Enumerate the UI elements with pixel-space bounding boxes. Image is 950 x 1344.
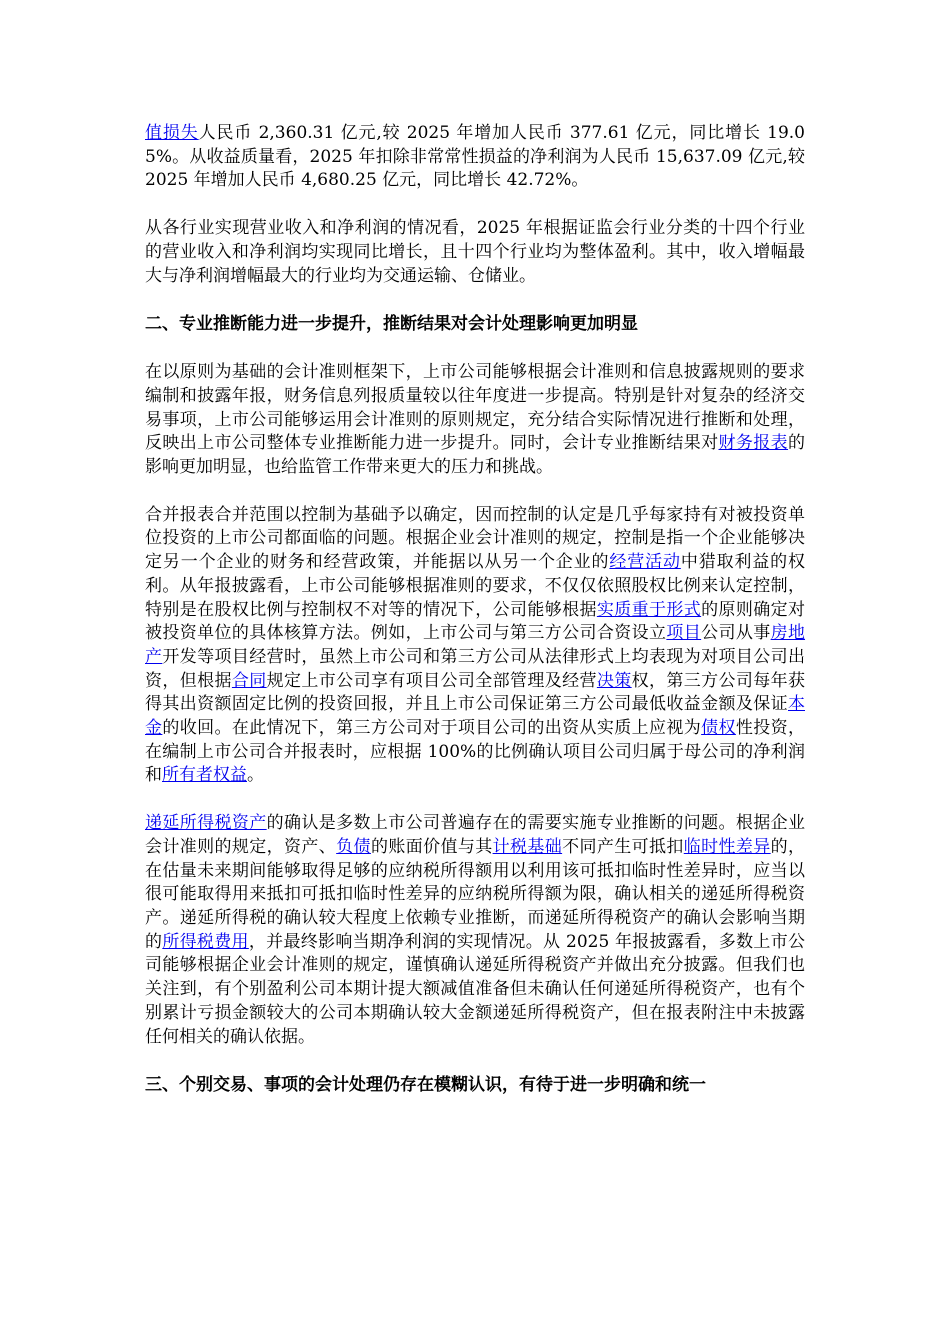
paragraph-deferred-tax	[145, 812, 805, 1049]
paragraph-net-profit-summary	[145, 122, 805, 193]
paragraph-text: 权，第三方公司每年获得其出资额固定比例的投资回报，并且上市公司保证第三方公司最低收益金额及保证	[145, 670, 806, 715]
paragraph-text: 的确认是多数上市公司普遍存在的需要实施专业推断的问题。根据企业会计准则的规定，资产、	[145, 813, 806, 857]
link-project[interactable]: 项目	[666, 623, 702, 644]
paragraph-text: 。	[247, 765, 264, 786]
link-real-estate[interactable]: 房地产	[145, 623, 806, 667]
link-creditor-rights[interactable]: 债权	[701, 718, 736, 739]
link-temporary-difference[interactable]: 临时性差异	[683, 836, 771, 857]
link-income-tax-expense[interactable]: 所得税费用	[162, 931, 249, 952]
paragraph-text: 的原则确定对被投资单位的具体核算方法。例如，上市公司与第三方公司合资设立	[145, 599, 806, 644]
link-liabilities[interactable]: 负债	[336, 836, 371, 857]
link-operating-activities[interactable]: 经营活动	[609, 552, 681, 573]
section-heading-2: 二、专业推断能力进一步提升，推断结果对会计处理影响更加明显	[145, 314, 638, 335]
section-heading-3: 三、个别交易、事项的会计处理仍存在模糊认识，有待于进一步明确和统一	[145, 1075, 706, 1096]
paragraph-professional-judgment	[145, 361, 805, 480]
paragraph-text: 规定上市公司享有项目公司全部管理及经营	[266, 670, 597, 691]
paragraph-text: 开发等项目经营时，虽然上市公司和第三方公司从法律形式上均表现为对项目公司出资，但根据	[145, 646, 806, 691]
paragraph-text: 的收回。在此情况下，第三方公司对于项目公司的出资从实质上应视为	[162, 718, 702, 739]
link-decision[interactable]: 决策	[596, 670, 632, 691]
paragraph-consolidation-scope	[145, 504, 805, 788]
paragraph-text: 的影响更加明显，也给监管工作带来更大的压力和挑战。	[145, 433, 806, 478]
link-contract[interactable]: 合同	[231, 670, 267, 691]
document-page	[145, 122, 805, 1122]
paragraph-text: 的账面价值与其	[370, 836, 493, 857]
paragraph-text: 公司从事	[701, 623, 771, 644]
paragraph-text: 在以原则为基础的会计准则框架下，上市公司能够根据会计准则和信息披露规则的要求编制和披露年报，财务信息列报质量较以往年度进一步提高。特别是针对复杂的经济交易事项，上市公司能够运用会计准则的原则规定，充分结合实际情况进行推断和处理，反映出上市公司整体专业推断能力进一步提升。同时，会计专业推断结果对	[145, 362, 805, 454]
link-impairment-loss[interactable]: 值损失	[145, 123, 199, 143]
paragraph-text: 合并报表合并范围以控制为基础予以确定，因而控制的认定是几乎每家持有对被投资单位投资的上市公司都面临的问题。根据企业会计准则的规定，控制是指一个企业能够决定另一个企业的财务和经营政策，并能据以从另一个企业的	[145, 504, 805, 573]
link-deferred-tax-assets[interactable]: 递延所得税资产	[145, 813, 267, 834]
paragraph-text: 性投资，在编制上市公司合并报表时，应根据 100%的比例确认项目公司归属于母公司的净利润和	[145, 718, 806, 786]
link-principal[interactable]: 本金	[145, 694, 805, 739]
paragraph-text: 不同产生可抵扣	[562, 836, 684, 857]
paragraph-text: ，并最终影响当期净利润的实现情况。从 2025 年报披露看，多数上市公司能够根据企业会计准则的规定，谨慎确认递延所得税资产并做出充分披露。但我们也关注到，有个别盈利公司本期计提大额减值准备但未确认任何递延所得税资产，也有个别累计亏损金额较大的公司本期确认较大金额递延所得税资产，但在报表附注中未披露任何相关的确认依据。	[145, 931, 806, 1047]
link-owners-equity[interactable]: 所有者权益	[162, 765, 247, 786]
link-tax-base[interactable]: 计税基础	[492, 836, 563, 857]
paragraph-industry-performance	[145, 217, 805, 288]
link-substance-over-form[interactable]: 实质重于形式	[596, 599, 702, 620]
paragraph-text: 从各行业实现营业收入和净利润的情况看，2025 年根据证监会行业分类的十四个行业的营业收入和净利润均实现同比增长，且十四个行业均为整体盈利。其中，收入增幅最大与净利润增幅最大的行业均为交通运输、仓储业。	[145, 218, 805, 286]
paragraph-text: 的，在估量未来期间能够取得足够的应纳税所得额用以利用该可抵扣临时性差异时，应当以很可能取得用来抵扣可抵扣临时性差异的应纳税所得额为限，确认相关的递延所得税资产。递延所得税的确认较大程度上依赖专业推断，而递延所得税资产的确认会影响当期的	[145, 836, 806, 952]
paragraph-text: 中猎取利益的权利。从年报披露看，上市公司能够根据准则的要求，不仅仅依照股权比例来认定控制，特别是在股权比例与控制权不对等的情况下，公司能够根据	[145, 552, 806, 620]
paragraph-text: 人民币 2,360.31 亿元,较 2025 年增加人民币 377.61 亿元，同比增长 19.05%。从收益质量看，2025 年扣除非常常性损益的净利润为人民币 15,637.09 亿元,较 2025 年增加人民币 4,680.25 亿元，同比增长 42.72%。	[145, 123, 805, 191]
link-financial-statements[interactable]: 财务报表	[718, 433, 789, 454]
